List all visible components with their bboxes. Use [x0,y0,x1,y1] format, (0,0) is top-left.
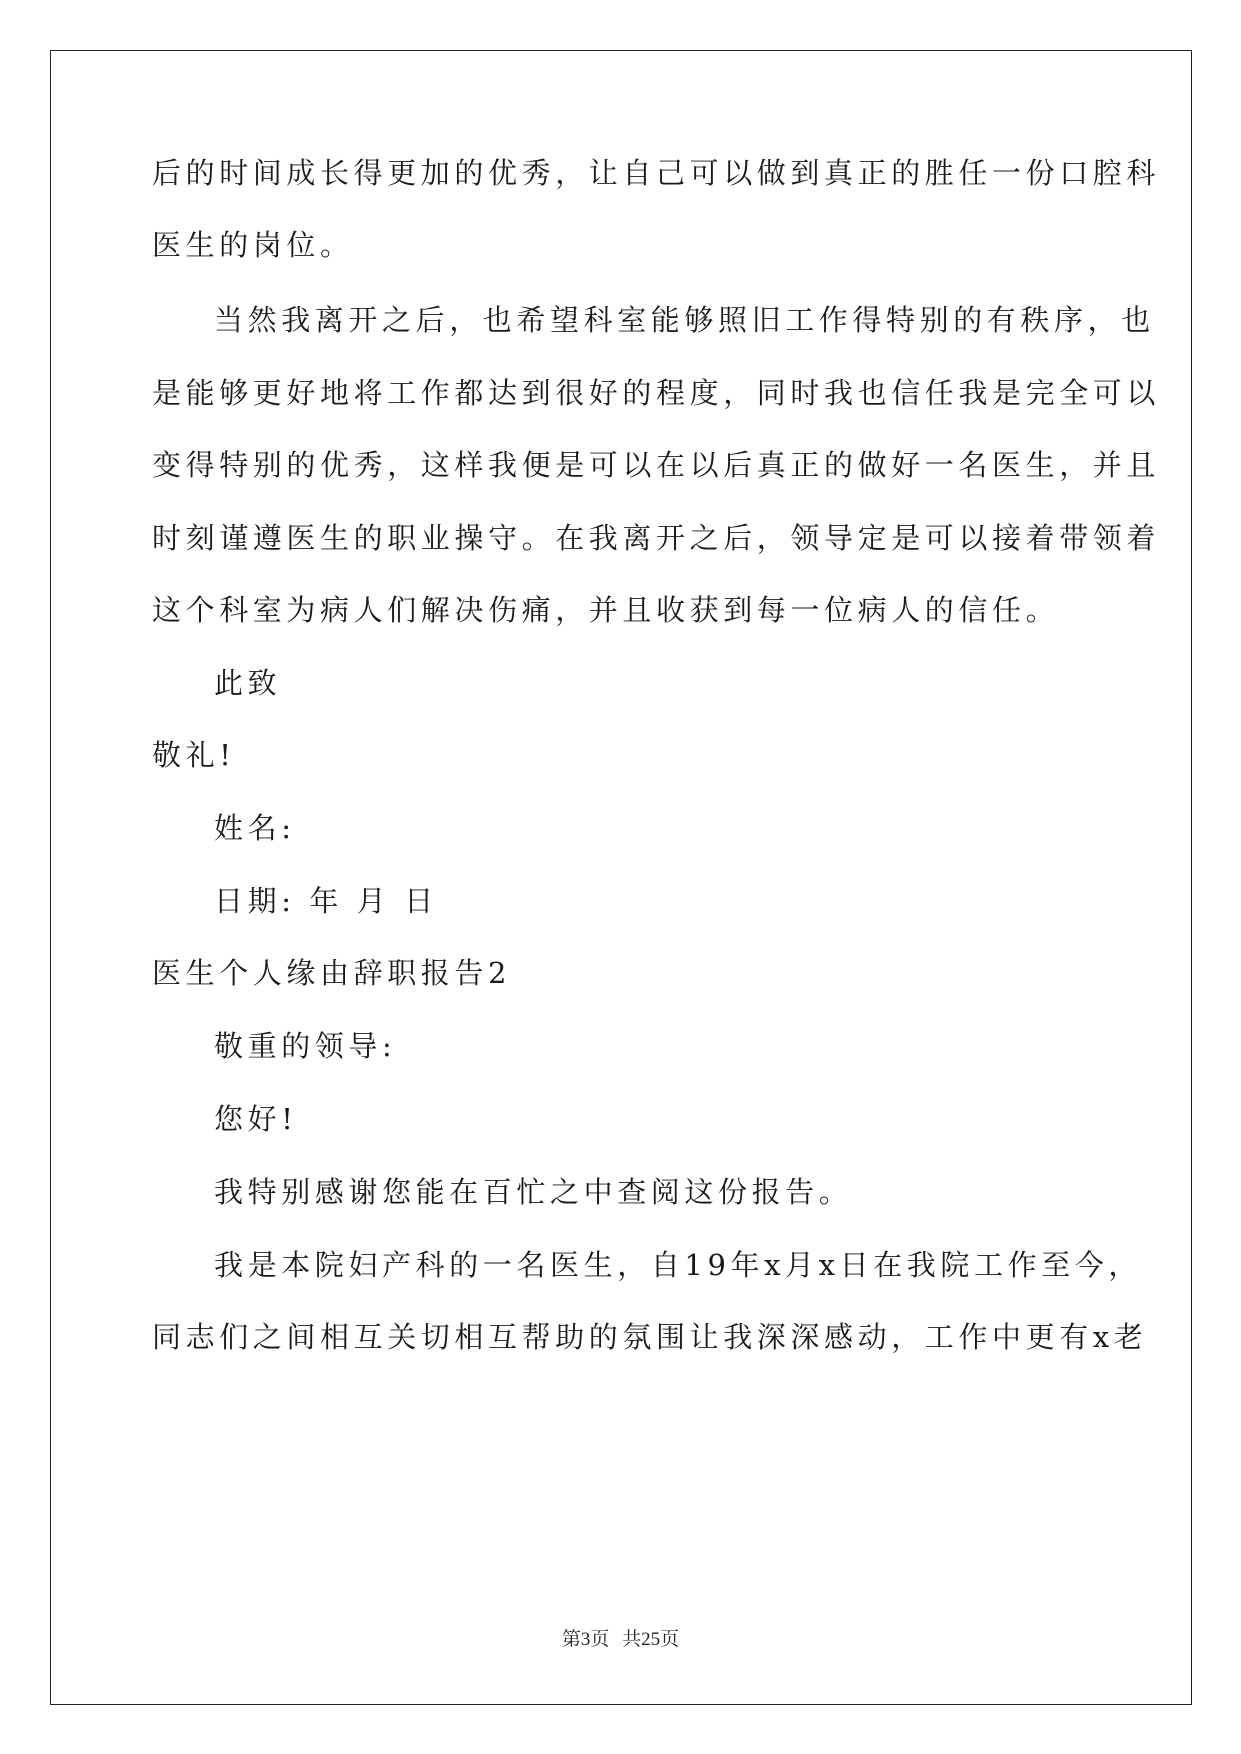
body-line: 同志们之间相互关切相互帮助的氛围让我深深感动，工作中更有x老 [152,1320,1148,1354]
page-footer [0,1624,1241,1651]
body-line: 变得特别的优秀，这样我便是可以在以后真正的做好一名医生，并且 [152,448,1161,482]
body-line: 我是本院妇产科的一名医生，自19年x月x日在我院工作至今， [214,1248,1143,1282]
body-line: 后的时间成长得更加的优秀，让自己可以做到真正的胜任一份口腔科 [152,156,1161,190]
page-frame [50,50,1192,1705]
body-line: 当然我离开之后，也希望科室能够照旧工作得特别的有秩序，也 [214,303,1155,337]
body-line: 时刻谨遵医生的职业操守。在我离开之后，领导定是可以接着带领着 [152,521,1161,555]
date-field-label: 日期: 年 月 日 [214,884,438,918]
current-page-label: 第3页 [561,1629,610,1650]
total-pages-label: 共25页 [622,1629,680,1650]
body-line: 医生的岗位。 [152,228,354,262]
body-line: 这个科室为病人们解决伤痛，并且收获到每一位病人的信任。 [152,593,1060,627]
greeting-hello: 您好! [214,1102,298,1136]
section-heading: 医生个人缘由辞职报告2 [152,956,512,990]
closing-salutation: 此致 [214,666,282,700]
body-line: 是能够更好地将工作都达到很好的程度，同时我也信任我是完全可以 [152,376,1161,410]
closing-regards: 敬礼! [152,738,236,772]
greeting: 敬重的领导: [214,1029,397,1063]
body-line: 我特别感谢您能在百忙之中查阅这份报告。 [214,1175,853,1209]
name-field-label: 姓名: [214,811,296,845]
